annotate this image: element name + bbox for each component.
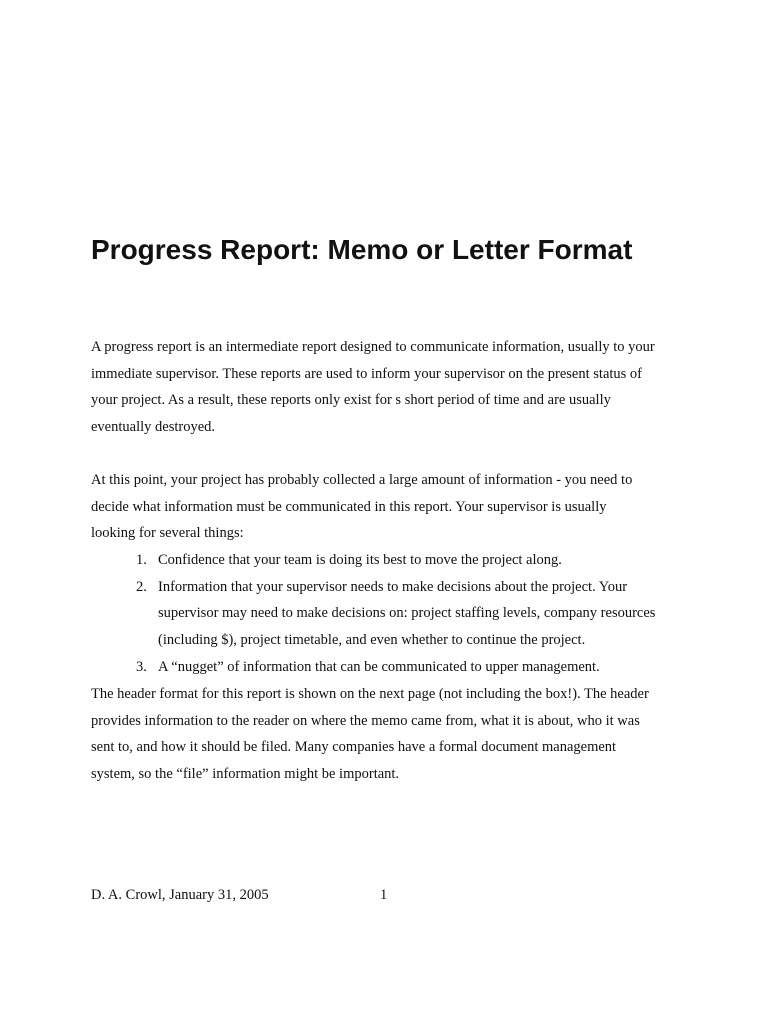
page-title: Progress Report: Memo or Letter Format: [91, 234, 633, 265]
paragraph-line: provides information to the reader on where the memo came from, what it is about, who it was: [91, 712, 640, 729]
project-status-paragraph: [91, 467, 632, 547]
paragraph-line: immediate supervisor. These reports are used to inform your supervisor on the present status of: [91, 365, 643, 382]
list-item-text: supervisor may need to make decisions on: project staffing levels, company resources: [158, 605, 656, 622]
list-item: [91, 574, 655, 654]
list-item: [91, 547, 655, 574]
paragraph-line: sent to, and how it should be filed. Many companies have a formal document management: [91, 739, 617, 756]
list-item: [91, 654, 655, 681]
paragraph-line: A progress report is an intermediate report designed to communicate information, usually to your: [91, 339, 655, 355]
paragraph-line: decide what information must be communicated in this report. Your supervisor is usually: [91, 498, 607, 515]
paragraph-line: system, so the “file” information might be important.: [91, 766, 400, 783]
list-item-number: 1.: [136, 552, 147, 568]
paragraph-line: looking for several things:: [91, 525, 244, 542]
intro-paragraph: [91, 334, 655, 441]
list-item-text: Information that your supervisor needs to make decisions about the project. Your: [158, 578, 628, 595]
supervisor-needs-list: [91, 547, 655, 681]
list-item-text: A “nugget” of information that can be communicated to upper management.: [158, 658, 600, 675]
paragraph-line: The header format for this report is shown on the next page (not including the box!). The header: [91, 686, 649, 702]
paragraph-line: At this point, your project has probably collected a large amount of information - you need to: [91, 472, 633, 488]
paragraph-line: eventually destroyed.: [91, 419, 216, 436]
list-item-text: (including $), project timetable, and even whether to continue the project.: [158, 632, 586, 649]
list-item-text: Confidence that your team is doing its best to move the project along.: [158, 552, 562, 568]
footer-author-date: D. A. Crowl, January 31, 2005: [91, 887, 269, 903]
list-item-number: 2.: [136, 578, 147, 595]
paragraph-line: your project. As a result, these reports only exist for s short period of time and are usually: [91, 392, 611, 409]
header-format-paragraph: [91, 681, 649, 788]
list-item-number: 3.: [136, 658, 147, 675]
footer-page-number: 1: [380, 887, 388, 903]
